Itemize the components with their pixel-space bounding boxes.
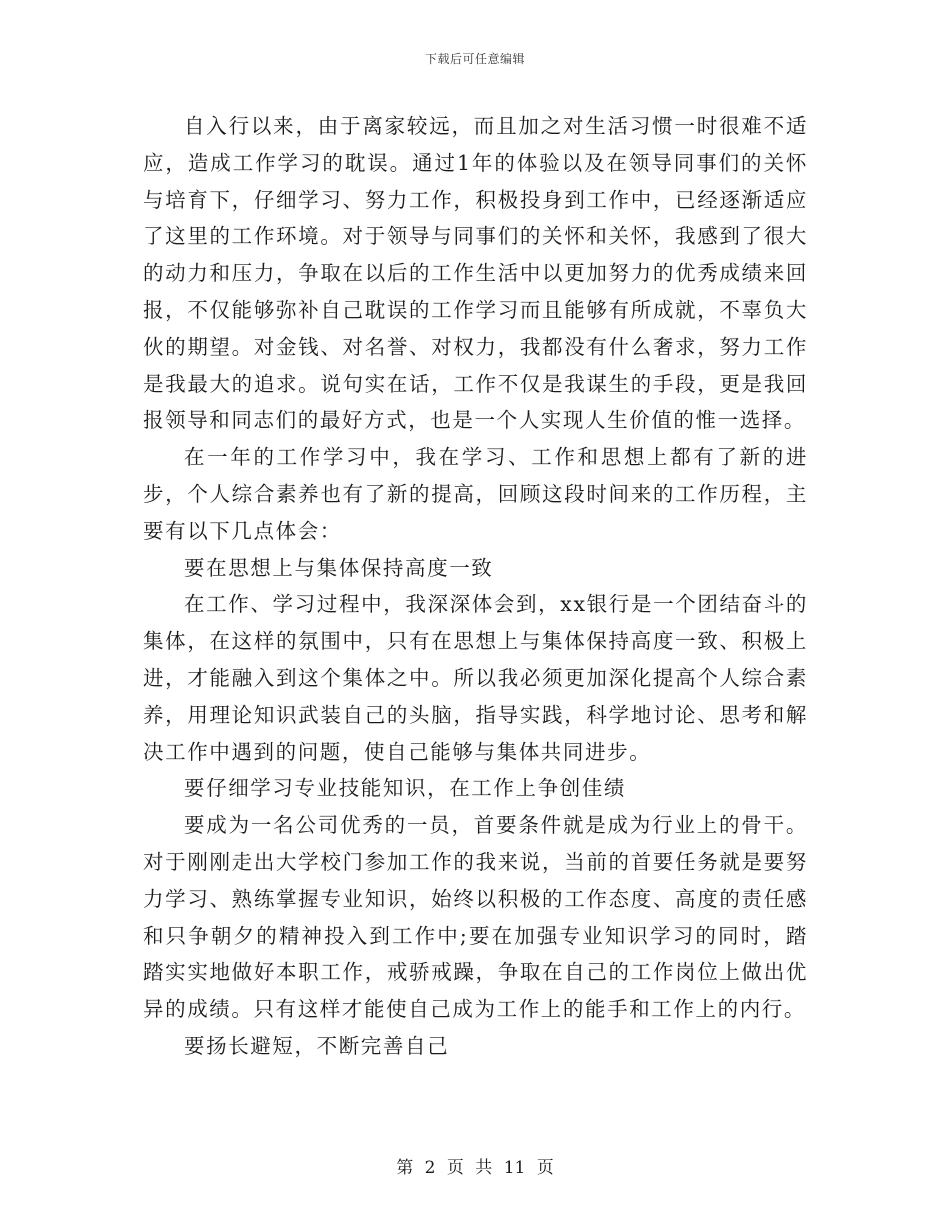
paragraph-ideology: 在工作、学习过程中，我深深体会到，xx银行是一个团结奋斗的集体，在这样的氛围中，只有在思想上与集体保持高度一致、积极上进，才能融入到这个集体之中。所以我必须更加深化提高个人综合素养，用理论知识武装自己的头脑，指导实践，科学地讨论、思考和解决工作中遇到的问题，使自己能够与集体共同进步。 xyxy=(143,592,808,764)
page-header: 下载后可任意编辑 xyxy=(424,52,525,66)
paragraph-summary: 在一年的工作学习中，我在学习、工作和思想上都有了新的进步，个人综合素养也有了新的提高，回顾这段时间来的工作历程，主要有以下几点体会： xyxy=(143,445,808,543)
section-heading-skills: 要仔细学习专业技能知识，在工作上争创佳绩 xyxy=(184,776,626,801)
page-footer: 第 2 页 共 11 页 xyxy=(396,1158,554,1178)
section-heading-improve: 要扬长避短，不断完善自己 xyxy=(184,1033,450,1058)
paragraph-skills: 要成为一名公司优秀的一员，首要条件就是成为行业上的骨干。对于刚刚走出大学校门参加工作的我来说，当前的首要任务就是要努力学习、熟练掌握专业知识，始终以积极的工作态度、高度的责任感和只争朝夕的精神投入到工作中;要在加强专业知识学习的同时，踏踏实实地做好本职工作，戒骄戒躁，争取在自己的工作岗位上做出优异的成绩。只有这样才能使自己成为工作上的能手和工作上的内行。 xyxy=(143,813,808,1022)
document-body xyxy=(143,108,808,1065)
paragraph-intro: 自入行以来，由于离家较远，而且加之对生活习惯一时很难不适应，造成工作学习的耽误。通过1年的体验以及在领导同事们的关怀与培育下，仔细学习、努力工作，积极投身到工作中，已经逐渐适应了这里的工作环境。对于领导与同事们的关怀和关怀，我感到了很大的动力和压力，争取在以后的工作生活中以更加努力的优秀成绩来回报，不仅能够弥补自己耽误的工作学习而且能够有所成就，不辜负大伙的期望。对金钱、对名誉、对权力，我都没有什么奢求，努力工作是我最大的追求。说句实在话，工作不仅是我谋生的手段，更是我回报领导和同志们的最好方式，也是一个人实现人生价值的惟一选择。 xyxy=(143,114,808,433)
section-heading-ideology: 要在思想上与集体保持高度一致 xyxy=(184,555,494,580)
